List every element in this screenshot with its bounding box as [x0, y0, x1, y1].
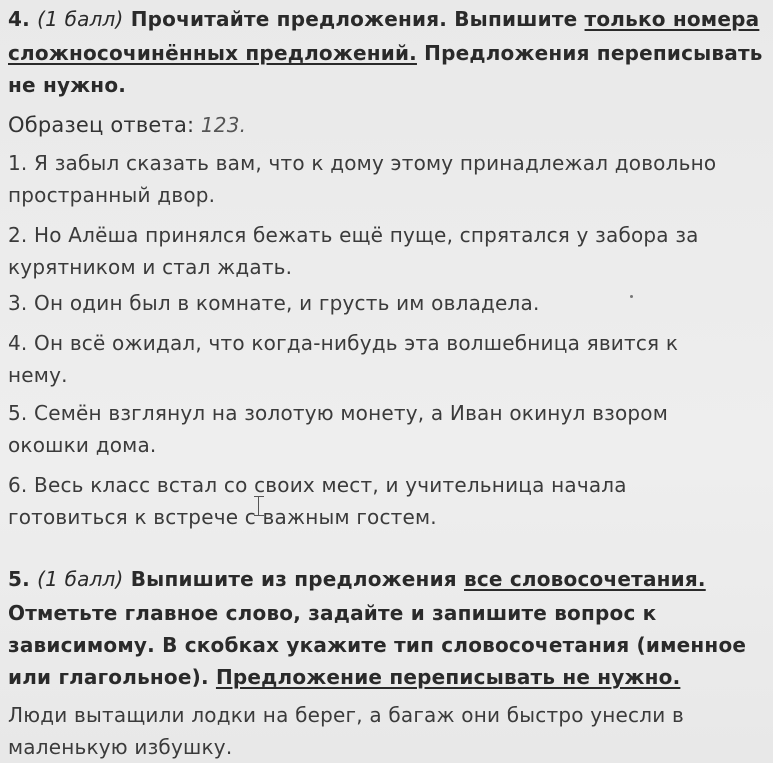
sentence-6-line1: 6. Весь класс встал со своих мест, и учительница начала	[8, 473, 627, 497]
sentence-2-line2: курятником и стал ждать.	[8, 255, 293, 279]
sample-label: Образец ответа:	[8, 113, 195, 137]
speck-mark	[630, 295, 633, 298]
task5-points: (1 балл)	[37, 567, 124, 591]
sentence-1-line1: 1. Я забыл сказать вам, что к дому этому принадлежал довольно	[8, 151, 717, 175]
task4-instruction-underlined-1: только номера	[584, 7, 760, 31]
task4-instruction-c: не нужно.	[8, 73, 127, 97]
sentence-5-line2: окошки дома.	[8, 433, 157, 457]
sentence-5-line1: 5. Семён взглянул на золотую монету, а Иван окинул взором	[8, 401, 668, 425]
sample-value: 123.	[194, 113, 247, 137]
task5-instruction-line1	[8, 566, 706, 592]
text-cursor-icon	[258, 496, 267, 516]
task5-instruction-underlined-1: все словосочетания.	[464, 567, 706, 591]
task5-instruction-line4-a: или глагольное).	[8, 665, 216, 689]
task5-instruction-line3: зависимому. В скобках укажите тип словосочетания (именное	[8, 633, 747, 657]
sentence-4-line2: нему.	[8, 363, 68, 387]
task4-instruction-underlined-2: сложносочинённых предложений.	[8, 41, 417, 65]
sentence-2-line1: 2. Но Алёша принялся бежать ещё пуще, спрятался у забора за	[8, 223, 699, 247]
task5-instruction-line2: Отметьте главное слово, задайте и запишите вопрос к	[8, 601, 657, 625]
task5-instruction-a: Выпишите из предложения	[123, 567, 464, 591]
task4-points: (1 балл)	[37, 7, 124, 31]
task4-instruction-line3	[8, 72, 126, 98]
task4-instruction-a: Прочитайте предложения. Выпишите	[123, 7, 585, 31]
task4-instruction-line2	[8, 40, 763, 66]
task5-sentence-line2: маленькую избушку.	[8, 735, 233, 759]
task4-instruction-line1	[8, 6, 759, 32]
task5-instruction-underlined-2: Предложение переписывать не нужно.	[215, 665, 681, 689]
task5-number: 5.	[8, 567, 30, 591]
sentence-1-line2: пространный двор.	[8, 183, 216, 207]
task4-instruction-b: Предложения переписывать	[416, 41, 763, 65]
task5-sentence-line1: Люди вытащили лодки на берег, а багаж они быстро унесли в	[8, 703, 684, 727]
task4-sample	[8, 112, 246, 138]
task4-number: 4.	[8, 7, 30, 31]
sentence-3-line1: 3. Он один был в комнате, и грусть им овладела.	[8, 291, 540, 315]
sentence-4-line1: 4. Он всё ожидал, что когда-нибудь эта волшебница явится к	[8, 331, 679, 355]
sentence-6-line2: готовиться к встрече с важным гостем.	[8, 505, 437, 529]
task5-instruction-line4	[8, 664, 680, 690]
